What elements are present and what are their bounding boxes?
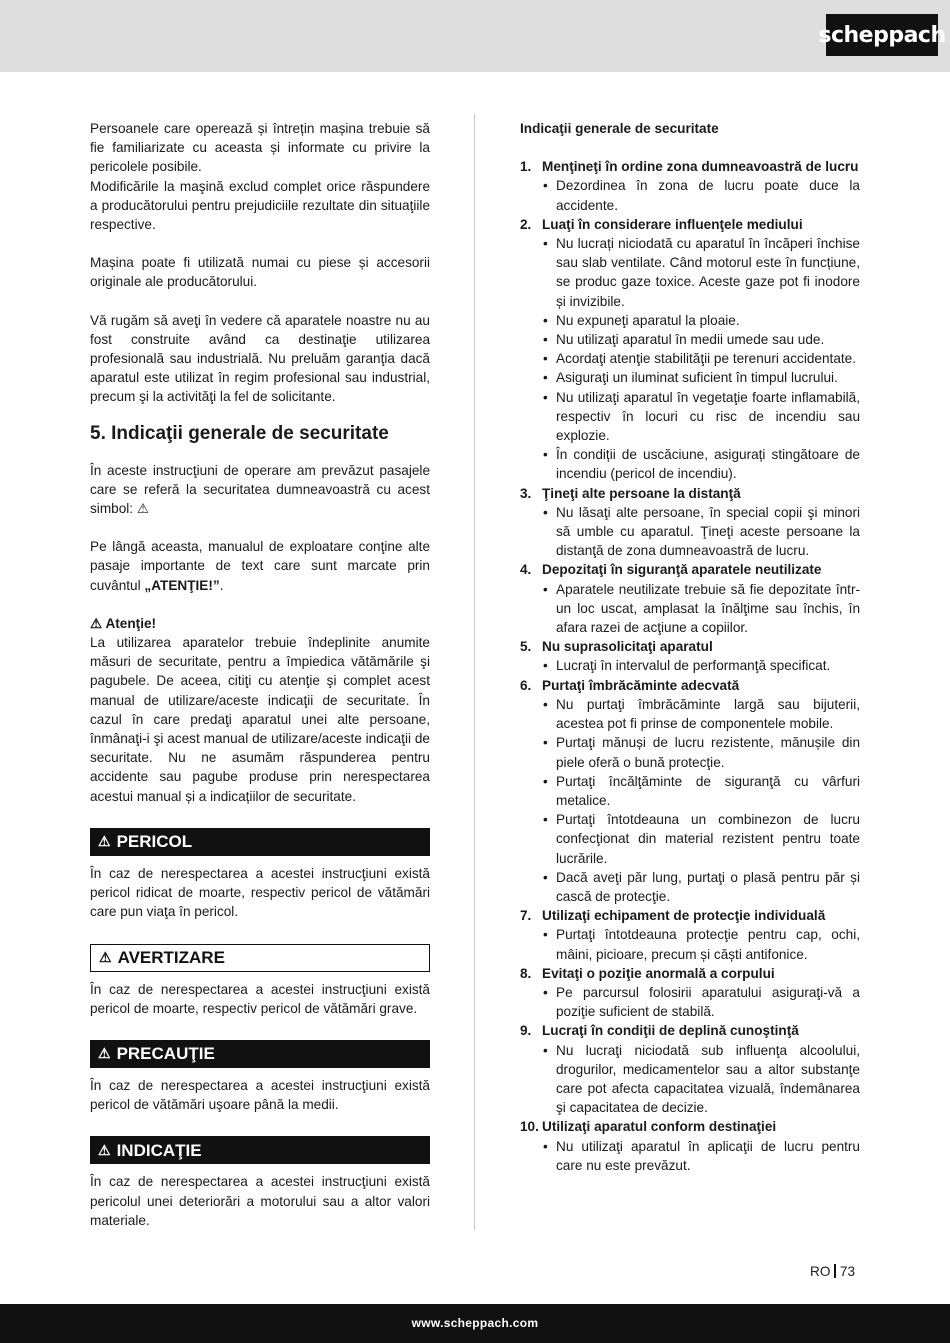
bullet-item bbox=[520, 868, 860, 906]
bullet-text: Nu lucraţi niciodată sub influenţa alcoolului, drogurilor, medicamentelor sau a altor substanţe care pot afecta capacitatea vizuală, îndemânarea şi capacitatea de decizie. bbox=[556, 1042, 860, 1116]
intro-paragraph-2: Modificările la maşină exclud complet orice răspundere a producătorului pentru prejudiciile rezultate din situaţiile respective. bbox=[90, 178, 430, 233]
bullet-item bbox=[520, 1137, 860, 1175]
item-title: Lucraţi în condiţii de deplină cunoştinţă bbox=[542, 1023, 799, 1039]
bullet-item bbox=[520, 445, 860, 483]
bullet-item bbox=[520, 772, 860, 810]
bullet-icon: • bbox=[543, 984, 548, 1000]
caution-label: PRECAUŢIE bbox=[116, 1044, 215, 1064]
bullet-text: Acordaţi atenţie stabilităţii pe terenuri accidentate. bbox=[556, 351, 856, 367]
symbol-paragraph: În aceste instrucţiuni de operare am prevăzut pasajele care se referă la securitatea dumneavoastră cu acest simbol: ⚠ bbox=[90, 462, 430, 517]
bullet-icon: • bbox=[543, 735, 548, 751]
bullet-icon: • bbox=[543, 812, 548, 828]
safety-item bbox=[520, 560, 860, 579]
notice-label: INDICAŢIE bbox=[116, 1140, 202, 1160]
danger-text: În caz de nerespectarea a acestei instrucţiuni există pericol ridicat de moarte, respectiv pericol de vătămări care pun viaţa în pericol. bbox=[90, 865, 430, 920]
attention-word-paragraph bbox=[90, 537, 430, 595]
bullet-item bbox=[520, 176, 860, 214]
safety-item bbox=[520, 1117, 860, 1136]
item-number: 8. bbox=[520, 965, 532, 981]
bullet-item bbox=[520, 503, 860, 561]
warning-icon: ⚠ bbox=[99, 948, 112, 965]
intro-paragraph-3: Mașina poate fi utilizată numai cu piese și accesorii originale ale producătorului. bbox=[90, 255, 430, 290]
right-column bbox=[520, 119, 860, 1175]
language-code: RO bbox=[810, 1264, 831, 1279]
warning-icon: ⚠ bbox=[98, 833, 111, 850]
header-bar bbox=[0, 0, 950, 72]
item-number: 4. bbox=[520, 562, 532, 578]
bullet-icon: • bbox=[543, 351, 548, 367]
safety-item bbox=[520, 1021, 860, 1040]
bullet-item bbox=[520, 925, 860, 963]
item-title: Evitaţi o poziţie anormală a corpului bbox=[542, 965, 775, 981]
bullet-text: Dezordinea în zona de lucru poate duce la accidente. bbox=[556, 178, 860, 213]
intro-paragraph-4: Vă rugăm să aveţi în vedere că aparatele noastre nu au fost construite având ca destinaţie utilizarea profesională sau industrială. Nu preluăm garanţia dacă aparatul este utilizat în regim profesional sau industrial, precum şi la activităţi la fel de solicitante. bbox=[90, 312, 430, 405]
item-number: 1. bbox=[520, 159, 532, 175]
bullet-icon: • bbox=[543, 447, 548, 463]
bullet-icon: • bbox=[543, 236, 548, 252]
attention-word-end: . bbox=[219, 577, 224, 593]
bullet-text: Aparatele neutilizate trebuie să fie depozitate într-un loc uscat, amplasat la înălţime sau închis, în afara razei de acţiune a copiilor. bbox=[556, 581, 860, 636]
safety-item bbox=[520, 637, 860, 656]
warning-icon: ⚠ bbox=[98, 1045, 111, 1062]
bullet-item bbox=[520, 656, 860, 675]
page-value: 73 bbox=[839, 1264, 856, 1279]
warning-label: AVERTIZARE bbox=[117, 947, 225, 967]
attention-word-text: Pe lângă aceasta, manualul de exploatare conţine alte pasaje importante de text care sunt marcate prin cuvântul bbox=[90, 539, 430, 593]
bullet-text: Nu utilizaţi aparatul în aplicaţii de lucru pentru care nu este prevăzut. bbox=[556, 1138, 860, 1173]
bullet-item bbox=[520, 810, 860, 868]
bullet-icon: • bbox=[543, 1138, 548, 1154]
bullet-text: Nu expuneţi aparatul la ploaie. bbox=[556, 312, 740, 328]
bullet-text: Nu purtaţi îmbrăcăminte largă sau bijuterii, acestea pot fi prinse de componentele mobile. bbox=[556, 696, 860, 732]
attention-word: „ATENŢIE!” bbox=[144, 577, 220, 593]
bullet-item bbox=[520, 311, 860, 330]
bullet-icon: • bbox=[543, 773, 548, 789]
bullet-item bbox=[520, 330, 860, 349]
bullet-text: Purtaţi încălţăminte de siguranţă cu vârfuri metalice. bbox=[556, 773, 860, 808]
bullet-icon: • bbox=[543, 312, 548, 328]
bullet-item bbox=[520, 733, 860, 771]
bullet-icon: • bbox=[543, 927, 548, 943]
item-title: Utilizaţi aparatul conform destinaţiei bbox=[542, 1119, 777, 1135]
warning-box bbox=[90, 944, 430, 972]
bullet-item bbox=[520, 580, 860, 638]
bullet-text: Asiguraţi un iluminat suficient în timpul lucrului. bbox=[556, 370, 838, 386]
safety-item bbox=[520, 484, 860, 503]
bullet-item bbox=[520, 368, 860, 387]
item-number: 6. bbox=[520, 677, 532, 693]
bullet-item bbox=[520, 983, 860, 1021]
warning-icon: ⚠ bbox=[98, 1141, 111, 1158]
bullet-text: Dacă aveţi păr lung, purtaţi o plasă pentru păr și cască de protecţie. bbox=[556, 869, 860, 904]
item-title: Purtaţi îmbrăcăminte adecvată bbox=[542, 677, 740, 693]
notice-box bbox=[90, 1136, 430, 1164]
bullet-item bbox=[520, 349, 860, 368]
bullet-icon: • bbox=[543, 332, 548, 348]
bullet-text: Purtaţi mănuși de lucru rezistente, mănușile din piele oferă o bună protecţie. bbox=[556, 735, 860, 770]
bullet-text: Nu utilizaţi aparatul în medii umede sau ude. bbox=[556, 332, 825, 348]
bullet-item bbox=[520, 695, 860, 733]
bullet-text: Nu lucrați niciodată cu aparatul în încăperi închise sau slab ventilate. Când motorul este în funcțiune, se produc gaze toxice. Aceste gaze pot fi inodore și invizibile. bbox=[556, 236, 860, 309]
item-title: Nu suprasolicitaţi aparatul bbox=[542, 639, 713, 655]
column-divider bbox=[474, 114, 475, 1230]
danger-box bbox=[90, 828, 430, 856]
caution-text: În caz de nerespectarea a acestei instrucţiuni există pericol de vătămări uşoare până la medii. bbox=[90, 1077, 430, 1113]
bullet-icon: • bbox=[543, 178, 548, 194]
bullet-icon: • bbox=[543, 370, 548, 386]
safety-list bbox=[520, 157, 860, 1175]
item-title: Depozitaţi în siguranţă aparatele neutilizate bbox=[542, 562, 822, 578]
bullet-text: Pe parcursul folosirii aparatului asiguraţi-vă a poziţie suficient de stabilă. bbox=[556, 984, 860, 1020]
brand-logo: scheppach bbox=[826, 14, 938, 56]
safety-item bbox=[520, 964, 860, 983]
bullet-icon: • bbox=[543, 696, 548, 712]
bullet-text: Nu lăsaţi alte persoane, în special copii şi minori să umble cu aparatul. Ţineţi aceste persoane la distanţă de zona dumneavoastră de lucru. bbox=[556, 504, 860, 559]
intro-paragraph-1: Persoanele care operează și întrețin mașina trebuie să fie familiarizate cu aceasta și informate cu privire la pericolele posibile. bbox=[90, 121, 430, 175]
safety-item bbox=[520, 215, 860, 234]
item-title: Menţineţi în ordine zona dumneavoastră de lucru bbox=[542, 159, 859, 175]
item-title: Luaţi în considerare influenţele mediului bbox=[542, 216, 803, 232]
footer-url: www.scheppach.com bbox=[411, 1316, 539, 1330]
bullet-text: În condiții de uscăciune, asigurați stingătoare de incendiu (pericol de incendiu). bbox=[556, 447, 860, 482]
item-number: 2. bbox=[520, 216, 532, 232]
warning-text: În caz de nerespectarea a acestei instrucţiuni există pericol de moarte, respectiv pericol de vătămări grave. bbox=[90, 981, 430, 1016]
attention-heading: ⚠ Atenţie! bbox=[90, 615, 157, 631]
attention-text: La utilizarea aparatelor trebuie îndeplinite anumite măsuri de securitate, pentru a împiedica vătămările şi pagubele. De aceea, citiţi cu atenţie şi complet acest manual de utilizare/aceste indicaţii de securitate. În cazul în care predaţi aparatul unei alte persoane, înmânaţi-i şi acest manual de utilizare/aceste indicaţii de securitate. Nu ne asumăm răspunderea pentru accidente sau pagube produse prin nerespectarea acestui manual și a indicațiilor de securitate. bbox=[90, 635, 430, 804]
item-title: Utilizaţi echipament de protecţie individuală bbox=[542, 908, 826, 924]
left-column bbox=[90, 119, 430, 1230]
bullet-icon: • bbox=[543, 389, 548, 405]
item-number: 10. bbox=[520, 1119, 539, 1135]
page-number bbox=[810, 1264, 855, 1279]
safety-item bbox=[520, 676, 860, 695]
safety-heading: Indicaţii generale de securitate bbox=[520, 121, 719, 136]
section-title: 5. Indicaţii generale de securitate bbox=[90, 422, 389, 444]
bullet-item bbox=[520, 388, 860, 446]
bullet-icon: • bbox=[543, 1042, 548, 1058]
bullet-text: Lucraţi în intervalul de performanţă specificat. bbox=[556, 658, 831, 674]
safety-item bbox=[520, 906, 860, 925]
bullet-icon: • bbox=[543, 581, 548, 597]
bullet-text: Purtaţi întotdeauna un combinezon de lucru confecţionat din material rezistent pentru toate lucrările. bbox=[556, 812, 860, 866]
danger-label: PERICOL bbox=[116, 832, 193, 852]
bullet-item bbox=[520, 234, 860, 311]
caution-box bbox=[90, 1040, 430, 1068]
item-number: 9. bbox=[520, 1023, 532, 1039]
bullet-text: Purtaţi întotdeauna protecţie pentru cap, ochi, mâini, picioare, precum și căști antifonice. bbox=[556, 927, 860, 962]
item-number: 5. bbox=[520, 639, 532, 655]
bullet-text: Nu utilizaţi aparatul în vegetaţie foarte inflamabilă, respectiv în locuri cu risc de incendiu sau explozie. bbox=[556, 389, 860, 444]
bullet-item bbox=[520, 1041, 860, 1118]
bullet-icon: • bbox=[543, 658, 548, 674]
notice-text: În caz de nerespectarea a acestei instrucţiuni există pericolul unei deteriorări a motorului sau a altor valori materiale. bbox=[90, 1174, 430, 1228]
bullet-icon: • bbox=[543, 504, 548, 520]
item-number: 7. bbox=[520, 908, 532, 924]
item-title: Ţineţi alte persoane la distanţă bbox=[542, 485, 741, 501]
safety-item bbox=[520, 157, 860, 176]
bullet-icon: • bbox=[543, 869, 548, 885]
item-number: 3. bbox=[520, 485, 532, 501]
